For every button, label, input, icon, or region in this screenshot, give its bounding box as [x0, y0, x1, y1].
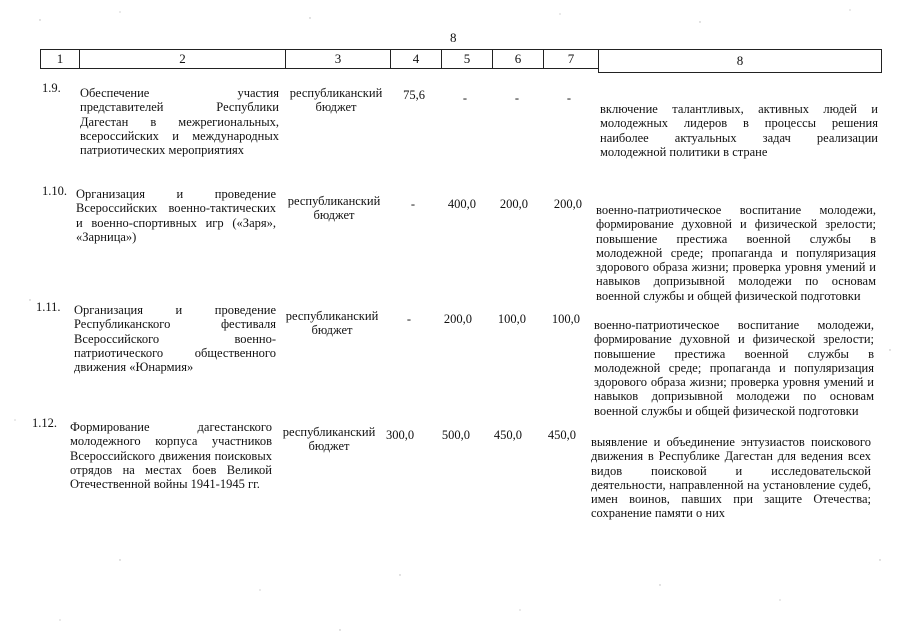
value-col5: 500,0 — [441, 428, 470, 442]
row-number: 1.11. — [36, 300, 61, 314]
row-number: 1.12. — [32, 416, 57, 430]
measure-name: Обеспечение участия представителей Республики Дагестан в межрегиональных, всероссийских и международных патриотических мероприятиях — [80, 86, 279, 158]
header-cell: 3 — [285, 49, 391, 69]
value-col6: 100,0 — [497, 312, 526, 326]
value-col4: 75,6 — [403, 88, 425, 102]
value-col7: - — [566, 91, 572, 105]
measure-name: Формирование дагестанского молодежного корпуса участников Всероссийского движения поисковых отрядов на местах боев Великой Отечественной войны 1941-1945 гг. — [70, 420, 272, 492]
expected-result: выявление и объединение энтузиастов поискового движения в Республике Дагестан для ведения всех видов поисковой и исследовательской деятельности, направленной на установление судеб, имен воинов, павших при защите Отечества; сохранение памяти о них — [591, 435, 871, 521]
row-number: 1.9. — [42, 81, 61, 95]
value-col7: 100,0 — [551, 312, 580, 326]
funding-source: республиканский бюджет — [282, 425, 376, 454]
header-cell: 1 — [40, 49, 80, 69]
header-cell: 4 — [390, 49, 442, 69]
value-col5: - — [462, 91, 468, 105]
expected-result: военно-патриотическое воспитание молодежи, формирование духовной и физической зрелости; повышение престижа военной службы в молодежной среде; пропаганда и популяризация здорового образа жизни; проверка уровня умений и навыков допризывной молодежи по основам военной службы и общей физической подготовки — [594, 318, 874, 418]
value-col7: 450,0 — [547, 428, 576, 442]
header-cell: 7 — [543, 49, 599, 69]
funding-source: республиканский бюджет — [289, 86, 383, 115]
page-number: 8 — [450, 30, 457, 45]
header-cell: 5 — [441, 49, 493, 69]
value-col4: - — [406, 312, 412, 326]
expected-result: включение талантливых, активных людей и молодежных лидеров в процессы решения наиболее актуальных задач реализации молодежной политики в стране — [600, 102, 878, 159]
funding-source: республиканский бюджет — [285, 309, 379, 338]
measure-name: Организация и проведение Республиканского фестиваля Всероссийского военно-патриотического общественного движения «Юнармия» — [74, 303, 276, 375]
value-col6: 450,0 — [493, 428, 522, 442]
value-col5: 200,0 — [443, 312, 472, 326]
header-cell: 2 — [79, 49, 286, 69]
value-col7: 200,0 — [553, 197, 582, 211]
value-col6: - — [514, 91, 520, 105]
header-cell: 8 — [598, 49, 882, 73]
row-number: 1.10. — [42, 184, 67, 198]
value-col4: - — [410, 197, 416, 211]
expected-result: военно-патриотическое воспитание молодежи, формирование духовной и физической зрелости; повышение престижа военной службы в молодежной среде; пропаганда и популяризация здорового образа жизни; проверка уровня умений и навыков допризывной молодежи по основам военной службы и общей физической подготовки — [596, 203, 876, 303]
value-col5: 400,0 — [447, 197, 476, 211]
value-col4: 300,0 — [386, 428, 415, 442]
value-col6: 200,0 — [499, 197, 528, 211]
header-cell: 6 — [492, 49, 544, 69]
funding-source: республиканский бюджет — [287, 194, 381, 223]
measure-name: Организация и проведение Всероссийских военно-тактических и военно-спортивных игр («Заря», «Зарница») — [76, 187, 276, 244]
